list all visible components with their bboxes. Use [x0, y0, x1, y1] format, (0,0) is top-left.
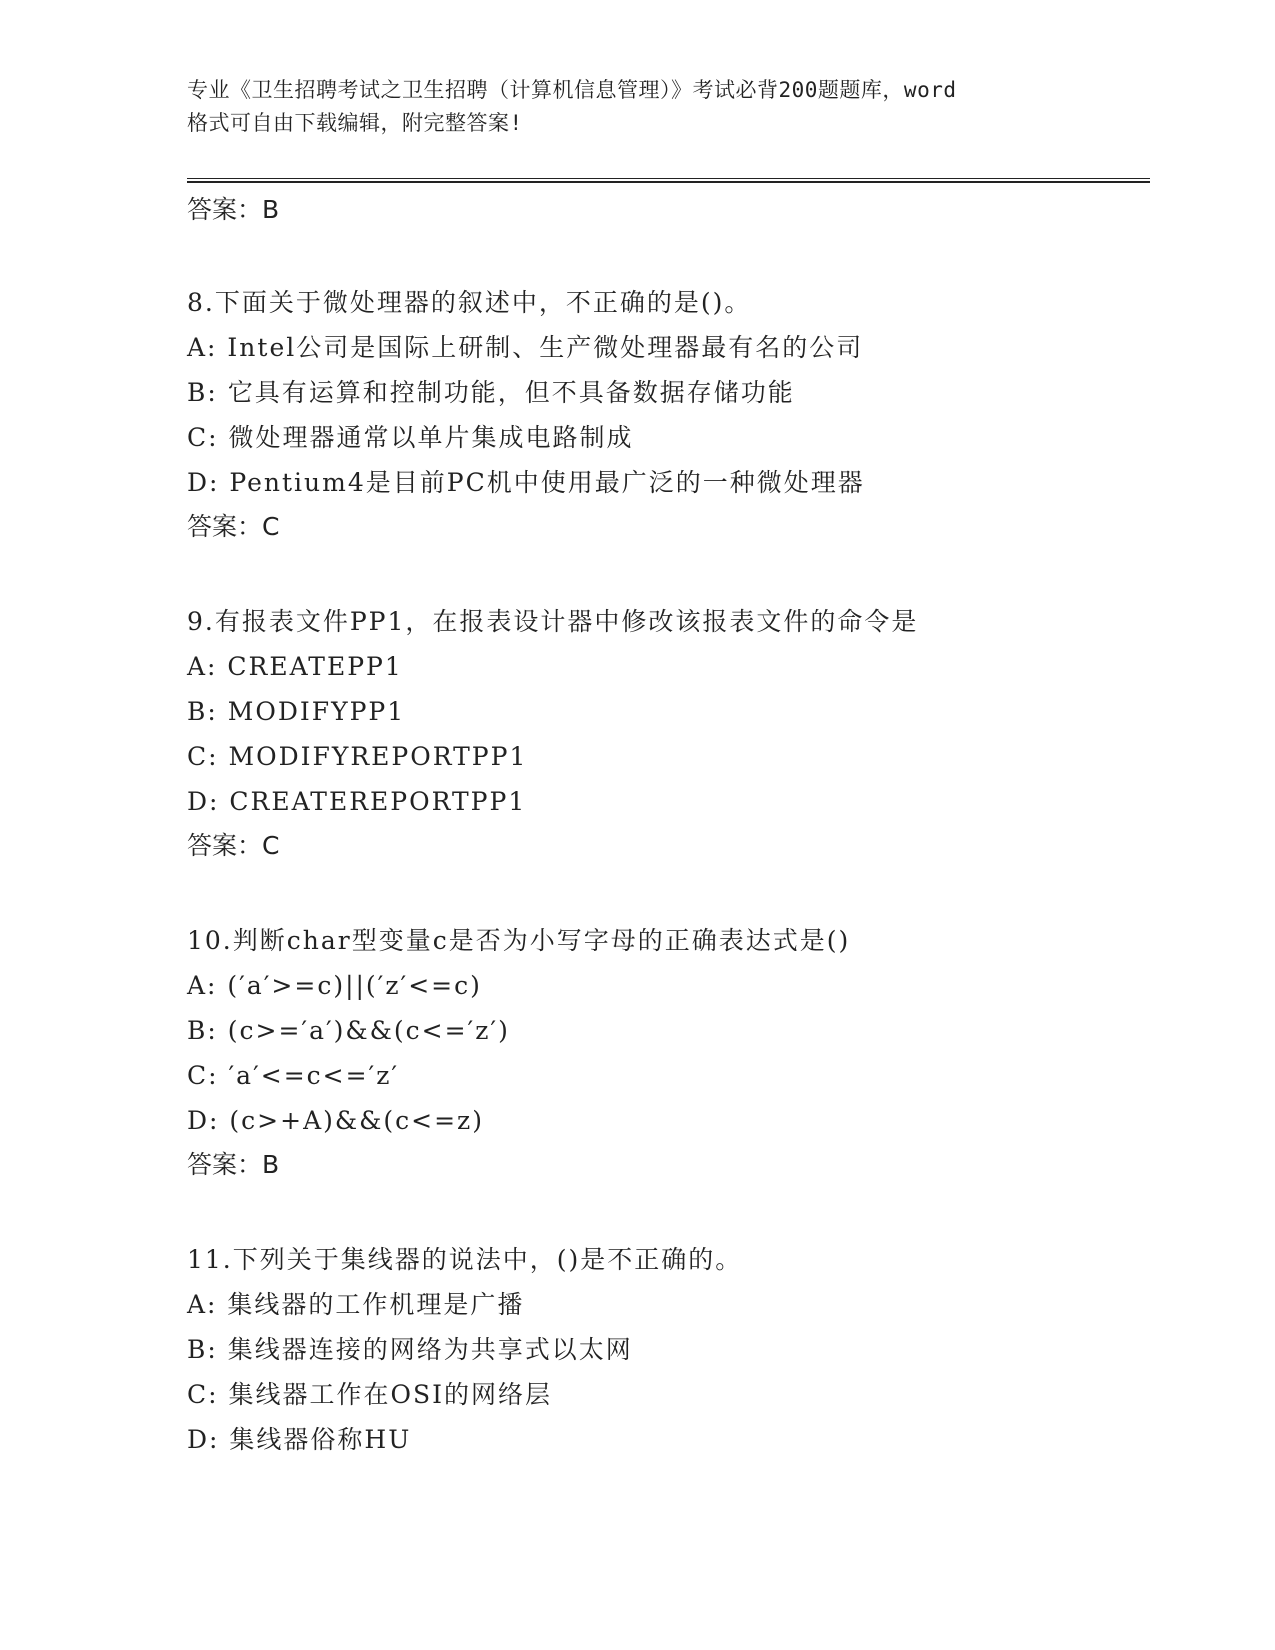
- document-header: [187, 74, 1087, 140]
- option-c: C: 集线器工作在OSI的网络层: [187, 1380, 552, 1409]
- question-9: [187, 599, 1147, 868]
- option-a: A: 集线器的工作机理是广播: [187, 1290, 525, 1319]
- question-stem: 8.下面关于微处理器的叙述中，不正确的是()。: [187, 288, 752, 317]
- option-d: D: Pentium4是目前PC机中使用最广泛的一种微处理器: [187, 468, 865, 497]
- header-line-2: 格式可自由下载编辑，附完整答案!: [187, 111, 523, 135]
- question-stem: 9.有报表文件PP1，在报表设计器中修改该报表文件的命令是: [187, 607, 919, 636]
- option-b: B: (c>=′a′)&&(c<=′z′): [187, 1016, 510, 1045]
- question-10: [187, 918, 1147, 1187]
- question-11: [187, 1237, 1147, 1462]
- header-divider: [187, 178, 1150, 183]
- answer-line: 答案：C: [187, 512, 280, 541]
- question-stem: 11.下列关于集线器的说法中，()是不正确的。: [187, 1245, 743, 1274]
- option-d: D: (c>+A)&&(c<=z): [187, 1106, 484, 1135]
- answer-line: 答案：C: [187, 831, 280, 860]
- option-c: C: 微处理器通常以单片集成电路制成: [187, 423, 634, 452]
- option-b: B: 它具有运算和控制功能，但不具备数据存储功能: [187, 378, 795, 407]
- question-stem: 10.判断char型变量c是否为小写字母的正确表达式是(): [187, 926, 851, 955]
- option-b: B: 集线器连接的网络为共享式以太网: [187, 1335, 633, 1364]
- answer-line: 答案：B: [187, 1150, 280, 1179]
- option-a: A: (′a′>=c)||(′z′<=c): [187, 971, 482, 1000]
- option-c: C: MODIFYREPORTPP1: [187, 742, 528, 771]
- question-8: [187, 280, 1147, 549]
- option-d: D: 集线器俗称HU: [187, 1425, 412, 1454]
- answer-line: 答案：B: [187, 195, 280, 224]
- option-a: A: CREATEPP1: [187, 652, 403, 681]
- option-a: A: Intel公司是国际上研制、生产微处理器最有名的公司: [187, 333, 864, 362]
- option-d: D: CREATEREPORTPP1: [187, 787, 527, 816]
- option-c: C: ′a′<=c<=′z′: [187, 1061, 400, 1090]
- document-body: [187, 190, 1147, 1462]
- option-b: B: MODIFYPP1: [187, 697, 406, 726]
- header-line-1: 专业《卫生招聘考试之卫生招聘（计算机信息管理）》考试必背200题题库，word: [187, 78, 957, 102]
